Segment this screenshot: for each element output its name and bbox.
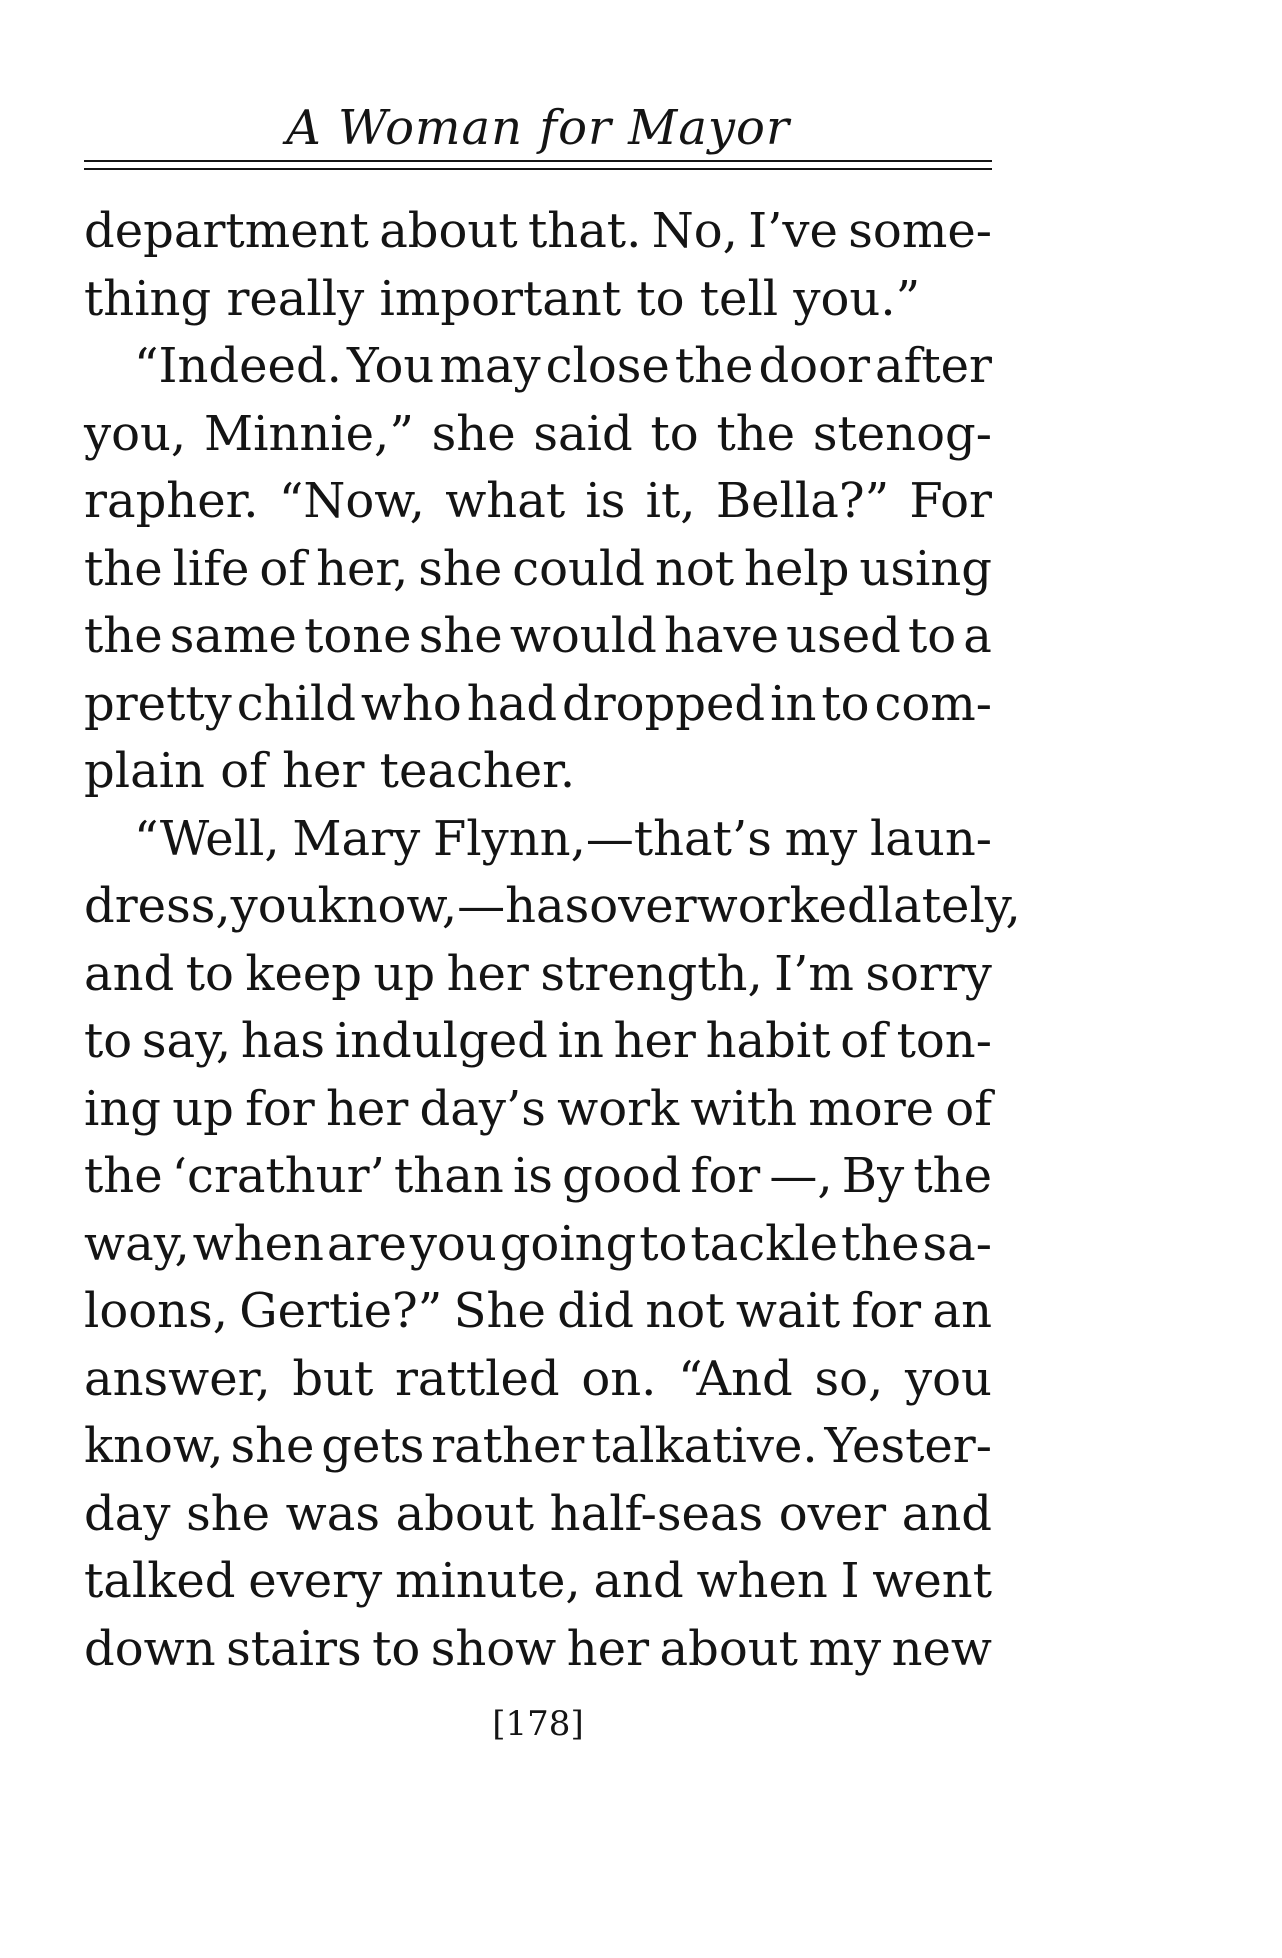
header-rule-top	[84, 160, 992, 162]
text-line: ing up for her day’s work with more of	[84, 1080, 992, 1137]
text-line: loons, Gertie?” She did not wait for an	[84, 1283, 992, 1339]
header-rule-bottom	[84, 168, 992, 170]
text-line: the same tone she would have used to a	[84, 608, 992, 664]
text-line: plain of her teacher.	[84, 743, 576, 799]
running-title: A Woman for Mayor	[286, 100, 790, 156]
text-line: “Indeed. You may close the door after	[134, 338, 992, 394]
text-line: thing really important to tell you.”	[84, 270, 921, 327]
text-line: know, she gets rather talkative. Yester-	[84, 1418, 992, 1474]
text-line: way, when are you going to tackle the sa-	[84, 1215, 992, 1272]
text-line: you, Minnie,” she said to the stenog-	[84, 405, 992, 462]
text-line: “Well, Mary Flynn,—that’s my laun-	[134, 810, 992, 867]
text-line: to say, has indulged in her habit of ton-	[84, 1013, 992, 1069]
body-text	[84, 198, 1021, 1683]
text-line: the ‘crathur’ than is good for —, By the	[84, 1148, 992, 1204]
text-line: department about that. No, I’ve some-	[84, 203, 992, 259]
text-line: dress, you know,—has overworked lately,	[84, 878, 1021, 934]
text-line: pretty child who had dropped in to com-	[84, 675, 992, 732]
text-line: rapher. “Now, what is it, Bella?” For	[84, 473, 992, 529]
text-line: down stairs to show her about my new	[84, 1620, 992, 1677]
text-line: day she was about half-seas over and	[84, 1485, 992, 1542]
page-number: [178]	[492, 1704, 584, 1744]
text-line: and to keep up her strength, I’m sorry	[84, 945, 992, 1002]
text-line: the life of her, she could not help using	[84, 540, 992, 597]
text-line: talked every minute, and when I went	[84, 1553, 992, 1609]
text-line: answer, but rattled on. “And so, you	[84, 1350, 992, 1407]
